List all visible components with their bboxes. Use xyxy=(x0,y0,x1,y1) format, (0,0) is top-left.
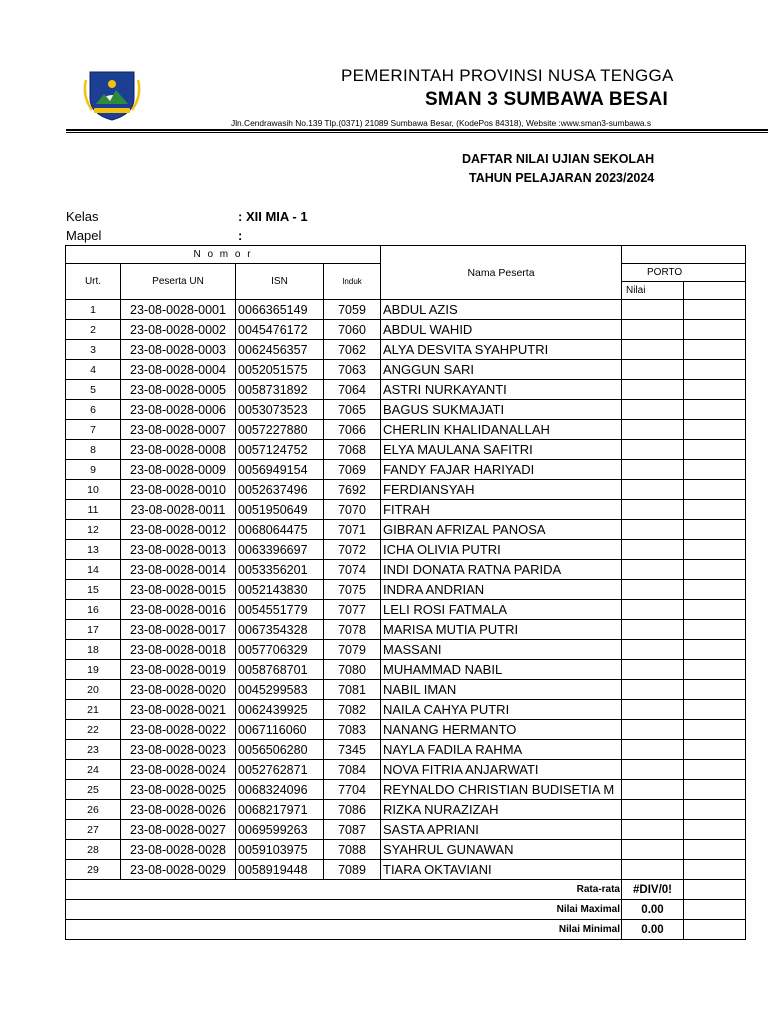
summary-value: 0.00 xyxy=(622,900,684,920)
nilai-cell-extra xyxy=(684,380,746,400)
student-name-cell: FITRAH xyxy=(381,500,622,520)
peserta-un-cell: 23-08-0028-0004 xyxy=(121,360,236,380)
table-row xyxy=(66,860,746,880)
nilai-cell-extra xyxy=(684,340,746,360)
peserta-un-cell: 23-08-0028-0002 xyxy=(121,320,236,340)
summary-value: #DIV/0! xyxy=(622,880,684,900)
nilai-cell xyxy=(622,860,684,880)
induk-cell: 7059 xyxy=(324,300,381,320)
isn-cell: 0058768701 xyxy=(236,660,324,680)
isn-cell: 0058919448 xyxy=(236,860,324,880)
summary-value: 0.00 xyxy=(622,920,684,940)
peserta-un-cell: 23-08-0028-0016 xyxy=(121,600,236,620)
peserta-un-cell: 23-08-0028-0001 xyxy=(121,300,236,320)
row-number: 11 xyxy=(66,500,121,520)
peserta-un-cell: 23-08-0028-0005 xyxy=(121,380,236,400)
peserta-un-cell: 23-08-0028-0021 xyxy=(121,700,236,720)
summary-blank xyxy=(684,900,746,920)
induk-cell: 7069 xyxy=(324,460,381,480)
summary-row xyxy=(66,880,746,900)
peserta-un-cell: 23-08-0028-0013 xyxy=(121,540,236,560)
induk-header: Induk xyxy=(324,264,381,300)
student-name-cell: ABDUL AZIS xyxy=(381,300,622,320)
nilai-cell-extra xyxy=(684,620,746,640)
peserta-un-cell: 23-08-0028-0015 xyxy=(121,580,236,600)
table-row xyxy=(66,540,746,560)
grades-table xyxy=(65,245,746,940)
nilai-cell xyxy=(622,660,684,680)
table-row xyxy=(66,360,746,380)
summary-row xyxy=(66,900,746,920)
nilai-cell-extra xyxy=(684,600,746,620)
table-row xyxy=(66,320,746,340)
isn-cell: 0068064475 xyxy=(236,520,324,540)
nilai-cell-extra xyxy=(684,820,746,840)
induk-cell: 7070 xyxy=(324,500,381,520)
row-number: 21 xyxy=(66,700,121,720)
student-name-cell: NAILA CAHYA PUTRI xyxy=(381,700,622,720)
peserta-un-cell: 23-08-0028-0027 xyxy=(121,820,236,840)
isn-cell: 0068217971 xyxy=(236,800,324,820)
row-number: 28 xyxy=(66,840,121,860)
nilai-cell xyxy=(622,600,684,620)
isn-cell: 0057124752 xyxy=(236,440,324,460)
induk-cell: 7074 xyxy=(324,560,381,580)
student-name-cell: LELI ROSI FATMALA xyxy=(381,600,622,620)
student-name-cell: SASTA APRIANI xyxy=(381,820,622,840)
student-name-cell: INDI DONATA RATNA PARIDA xyxy=(381,560,622,580)
header-divider xyxy=(66,129,768,131)
row-number: 22 xyxy=(66,720,121,740)
isn-cell: 0059103975 xyxy=(236,840,324,860)
nilai-cell-extra xyxy=(684,400,746,420)
student-name-cell: MUHAMMAD NABIL xyxy=(381,660,622,680)
table-row xyxy=(66,720,746,740)
table-row xyxy=(66,800,746,820)
row-number: 27 xyxy=(66,820,121,840)
nilai-cell-extra xyxy=(684,560,746,580)
induk-cell: 7062 xyxy=(324,340,381,360)
nilai-cell-extra xyxy=(684,420,746,440)
nilai-cell-extra xyxy=(684,860,746,880)
student-name-cell: NOVA FITRIA ANJARWATI xyxy=(381,760,622,780)
province-emblem-icon xyxy=(82,68,142,122)
induk-cell: 7084 xyxy=(324,760,381,780)
induk-cell: 7080 xyxy=(324,660,381,680)
row-number: 10 xyxy=(66,480,121,500)
table-row xyxy=(66,780,746,800)
table-row xyxy=(66,580,746,600)
student-name-cell: ICHA OLIVIA PUTRI xyxy=(381,540,622,560)
isn-cell: 0045299583 xyxy=(236,680,324,700)
isn-cell: 0063396697 xyxy=(236,540,324,560)
row-number: 7 xyxy=(66,420,121,440)
induk-cell: 7071 xyxy=(324,520,381,540)
kelas-value: : XII MIA - 1 xyxy=(238,209,308,224)
table-row xyxy=(66,340,746,360)
induk-cell: 7065 xyxy=(324,400,381,420)
isn-cell: 0051950649 xyxy=(236,500,324,520)
school-address: Jln.Cendrawasih No.139 Tlp.(0371) 21089 Sumbawa Besar, (KodePos 84318), Website :www.sman3-sumbawa.s xyxy=(231,118,652,128)
induk-cell: 7086 xyxy=(324,800,381,820)
induk-cell: 7064 xyxy=(324,380,381,400)
row-number: 16 xyxy=(66,600,121,620)
kelas-label: Kelas xyxy=(66,209,99,224)
isn-cell: 0054551779 xyxy=(236,600,324,620)
nilai-cell-extra xyxy=(684,520,746,540)
row-number: 14 xyxy=(66,560,121,580)
nilai-cell-extra xyxy=(684,580,746,600)
school-name: SMAN 3 SUMBAWA BESAI xyxy=(425,89,668,110)
peserta-un-cell: 23-08-0028-0019 xyxy=(121,660,236,680)
peserta-un-cell: 23-08-0028-0018 xyxy=(121,640,236,660)
nilai-cell xyxy=(622,760,684,780)
isn-cell: 0069599263 xyxy=(236,820,324,840)
row-number: 2 xyxy=(66,320,121,340)
table-row xyxy=(66,820,746,840)
table-row xyxy=(66,560,746,580)
row-number: 26 xyxy=(66,800,121,820)
isn-cell: 0058731892 xyxy=(236,380,324,400)
table-row xyxy=(66,460,746,480)
isn-header: ISN xyxy=(236,264,324,300)
student-name-cell: MARISA MUTIA PUTRI xyxy=(381,620,622,640)
peserta-un-cell: 23-08-0028-0009 xyxy=(121,460,236,480)
table-row xyxy=(66,600,746,620)
nilai-cell xyxy=(622,420,684,440)
nilai-cell-extra xyxy=(684,700,746,720)
table-row xyxy=(66,380,746,400)
nilai-cell-extra xyxy=(684,680,746,700)
nilai-cell-extra xyxy=(684,320,746,340)
student-name-cell: ANGGUN SARI xyxy=(381,360,622,380)
nilai-cell xyxy=(622,840,684,860)
table-row xyxy=(66,660,746,680)
isn-cell: 0066365149 xyxy=(236,300,324,320)
student-name-cell: NABIL IMAN xyxy=(381,680,622,700)
mapel-value: : xyxy=(238,228,243,243)
student-name-cell: FERDIANSYAH xyxy=(381,480,622,500)
student-name-cell: ELYA MAULANA SAFITRI xyxy=(381,440,622,460)
table-row xyxy=(66,620,746,640)
porto-header: PORTO xyxy=(622,264,746,282)
peserta-un-cell: 23-08-0028-0023 xyxy=(121,740,236,760)
peserta-un-cell: 23-08-0028-0025 xyxy=(121,780,236,800)
nilai-cell xyxy=(622,400,684,420)
row-number: 12 xyxy=(66,520,121,540)
nilai-cell xyxy=(622,740,684,760)
mapel-label: Mapel xyxy=(66,228,102,243)
student-name-cell: ASTRI NURKAYANTI xyxy=(381,380,622,400)
student-name-cell: NAYLA FADILA RAHMA xyxy=(381,740,622,760)
isn-cell: 0052051575 xyxy=(236,360,324,380)
nilai-cell xyxy=(622,800,684,820)
student-name-cell: NANANG HERMANTO xyxy=(381,720,622,740)
row-number: 19 xyxy=(66,660,121,680)
row-number: 13 xyxy=(66,540,121,560)
isn-cell: 0052762871 xyxy=(236,760,324,780)
row-number: 17 xyxy=(66,620,121,640)
nilai-cell-extra xyxy=(684,540,746,560)
peserta-un-cell: 23-08-0028-0006 xyxy=(121,400,236,420)
isn-cell: 0057227880 xyxy=(236,420,324,440)
student-name-cell: RIZKA NURAZIZAH xyxy=(381,800,622,820)
induk-cell: 7345 xyxy=(324,740,381,760)
nilai-cell xyxy=(622,820,684,840)
induk-cell: 7078 xyxy=(324,620,381,640)
nilai-cell-extra xyxy=(684,840,746,860)
isn-cell: 0062439925 xyxy=(236,700,324,720)
table-row xyxy=(66,840,746,860)
isn-cell: 0057706329 xyxy=(236,640,324,660)
induk-cell: 7089 xyxy=(324,860,381,880)
student-name-cell: MASSANI xyxy=(381,640,622,660)
nilai-cell-extra xyxy=(684,360,746,380)
nilai-cell xyxy=(622,720,684,740)
induk-cell: 7066 xyxy=(324,420,381,440)
induk-cell: 7704 xyxy=(324,780,381,800)
summary-label: Rata-rata xyxy=(66,880,622,900)
nilai-cell-extra xyxy=(684,660,746,680)
nilai-cell-extra xyxy=(684,640,746,660)
table-row xyxy=(66,420,746,440)
government-heading: PEMERINTAH PROVINSI NUSA TENGGA xyxy=(341,66,674,85)
induk-cell: 7081 xyxy=(324,680,381,700)
induk-cell: 7082 xyxy=(324,700,381,720)
table-row xyxy=(66,400,746,420)
row-number: 6 xyxy=(66,400,121,420)
induk-cell: 7083 xyxy=(324,720,381,740)
isn-cell: 0068324096 xyxy=(236,780,324,800)
isn-cell: 0067354328 xyxy=(236,620,324,640)
induk-cell: 7075 xyxy=(324,580,381,600)
peserta-un-header: Peserta UN xyxy=(121,264,236,300)
isn-cell: 0067116060 xyxy=(236,720,324,740)
nilai-cell xyxy=(622,480,684,500)
nilai-header-blank xyxy=(684,282,746,300)
peserta-un-cell: 23-08-0028-0020 xyxy=(121,680,236,700)
nilai-cell-extra xyxy=(684,740,746,760)
nilai-cell-extra xyxy=(684,460,746,480)
student-name-cell: TIARA OKTAVIANI xyxy=(381,860,622,880)
nilai-cell xyxy=(622,520,684,540)
academic-year: TAHUN PELAJARAN 2023/2024 xyxy=(469,171,655,185)
nilai-cell xyxy=(622,680,684,700)
row-number: 18 xyxy=(66,640,121,660)
table-row xyxy=(66,520,746,540)
peserta-un-cell: 23-08-0028-0010 xyxy=(121,480,236,500)
table-row xyxy=(66,700,746,720)
urt-header: Urt. xyxy=(66,264,121,300)
nilai-cell xyxy=(622,360,684,380)
row-number: 25 xyxy=(66,780,121,800)
isn-cell: 0053356201 xyxy=(236,560,324,580)
peserta-un-cell: 23-08-0028-0022 xyxy=(121,720,236,740)
peserta-un-cell: 23-08-0028-0017 xyxy=(121,620,236,640)
table-row xyxy=(66,760,746,780)
peserta-un-cell: 23-08-0028-0011 xyxy=(121,500,236,520)
nilai-cell xyxy=(622,300,684,320)
porto-top-cell xyxy=(622,246,746,264)
table-row xyxy=(66,500,746,520)
row-number: 24 xyxy=(66,760,121,780)
induk-cell: 7079 xyxy=(324,640,381,660)
row-number: 23 xyxy=(66,740,121,760)
peserta-un-cell: 23-08-0028-0024 xyxy=(121,760,236,780)
induk-cell: 7072 xyxy=(324,540,381,560)
table-row xyxy=(66,480,746,500)
row-number: 1 xyxy=(66,300,121,320)
row-number: 3 xyxy=(66,340,121,360)
nilai-cell xyxy=(622,540,684,560)
isn-cell: 0052143830 xyxy=(236,580,324,600)
nilai-cell xyxy=(622,500,684,520)
document-title: DAFTAR NILAI UJIAN SEKOLAH xyxy=(462,152,655,166)
nomor-header: N o m o r xyxy=(66,246,381,264)
isn-cell: 0056949154 xyxy=(236,460,324,480)
isn-cell: 0056506280 xyxy=(236,740,324,760)
induk-cell: 7060 xyxy=(324,320,381,340)
nilai-cell-extra xyxy=(684,500,746,520)
row-number: 5 xyxy=(66,380,121,400)
nilai-cell xyxy=(622,320,684,340)
summary-label: Nilai Maximal xyxy=(66,900,622,920)
induk-cell: 7692 xyxy=(324,480,381,500)
table-row xyxy=(66,300,746,320)
nilai-cell xyxy=(622,560,684,580)
student-name-cell: ALYA DESVITA SYAHPUTRI xyxy=(381,340,622,360)
table-row xyxy=(66,680,746,700)
nilai-cell-extra xyxy=(684,780,746,800)
header-divider-thin xyxy=(66,132,768,133)
peserta-un-cell: 23-08-0028-0008 xyxy=(121,440,236,460)
isn-cell: 0053073523 xyxy=(236,400,324,420)
summary-blank xyxy=(684,880,746,900)
nilai-cell-extra xyxy=(684,300,746,320)
induk-cell: 7077 xyxy=(324,600,381,620)
student-name-cell: GIBRAN AFRIZAL PANOSA xyxy=(381,520,622,540)
row-number: 4 xyxy=(66,360,121,380)
table-row xyxy=(66,640,746,660)
nama-header: Nama Peserta xyxy=(381,246,622,300)
peserta-un-cell: 23-08-0028-0029 xyxy=(121,860,236,880)
induk-cell: 7087 xyxy=(324,820,381,840)
row-number: 29 xyxy=(66,860,121,880)
peserta-un-cell: 23-08-0028-0007 xyxy=(121,420,236,440)
nilai-cell xyxy=(622,780,684,800)
nilai-cell xyxy=(622,620,684,640)
nilai-cell-extra xyxy=(684,480,746,500)
nilai-cell xyxy=(622,640,684,660)
nilai-cell-extra xyxy=(684,760,746,780)
isn-cell: 0045476172 xyxy=(236,320,324,340)
induk-cell: 7088 xyxy=(324,840,381,860)
peserta-un-cell: 23-08-0028-0026 xyxy=(121,800,236,820)
nilai-cell-extra xyxy=(684,440,746,460)
peserta-un-cell: 23-08-0028-0028 xyxy=(121,840,236,860)
nilai-cell xyxy=(622,460,684,480)
nilai-cell xyxy=(622,580,684,600)
nilai-cell-extra xyxy=(684,720,746,740)
row-number: 9 xyxy=(66,460,121,480)
row-number: 15 xyxy=(66,580,121,600)
summary-blank xyxy=(684,920,746,940)
student-name-cell: INDRA ANDRIAN xyxy=(381,580,622,600)
nilai-cell-extra xyxy=(684,800,746,820)
student-name-cell: SYAHRUL GUNAWAN xyxy=(381,840,622,860)
nilai-cell xyxy=(622,440,684,460)
student-name-cell: CHERLIN KHALIDANALLAH xyxy=(381,420,622,440)
student-name-cell: ABDUL WAHID xyxy=(381,320,622,340)
peserta-un-cell: 23-08-0028-0003 xyxy=(121,340,236,360)
row-number: 20 xyxy=(66,680,121,700)
nilai-header: Nilai xyxy=(622,282,684,300)
table-row xyxy=(66,440,746,460)
summary-row xyxy=(66,920,746,940)
table-row xyxy=(66,740,746,760)
row-number: 8 xyxy=(66,440,121,460)
nilai-cell xyxy=(622,700,684,720)
summary-label: Nilai Minimal xyxy=(66,920,622,940)
nilai-cell xyxy=(622,340,684,360)
nilai-cell xyxy=(622,380,684,400)
student-name-cell: REYNALDO CHRISTIAN BUDISETIA M xyxy=(381,780,622,800)
student-name-cell: FANDY FAJAR HARIYADI xyxy=(381,460,622,480)
isn-cell: 0062456357 xyxy=(236,340,324,360)
induk-cell: 7063 xyxy=(324,360,381,380)
isn-cell: 0052637496 xyxy=(236,480,324,500)
peserta-un-cell: 23-08-0028-0014 xyxy=(121,560,236,580)
induk-cell: 7068 xyxy=(324,440,381,460)
student-name-cell: BAGUS SUKMAJATI xyxy=(381,400,622,420)
peserta-un-cell: 23-08-0028-0012 xyxy=(121,520,236,540)
